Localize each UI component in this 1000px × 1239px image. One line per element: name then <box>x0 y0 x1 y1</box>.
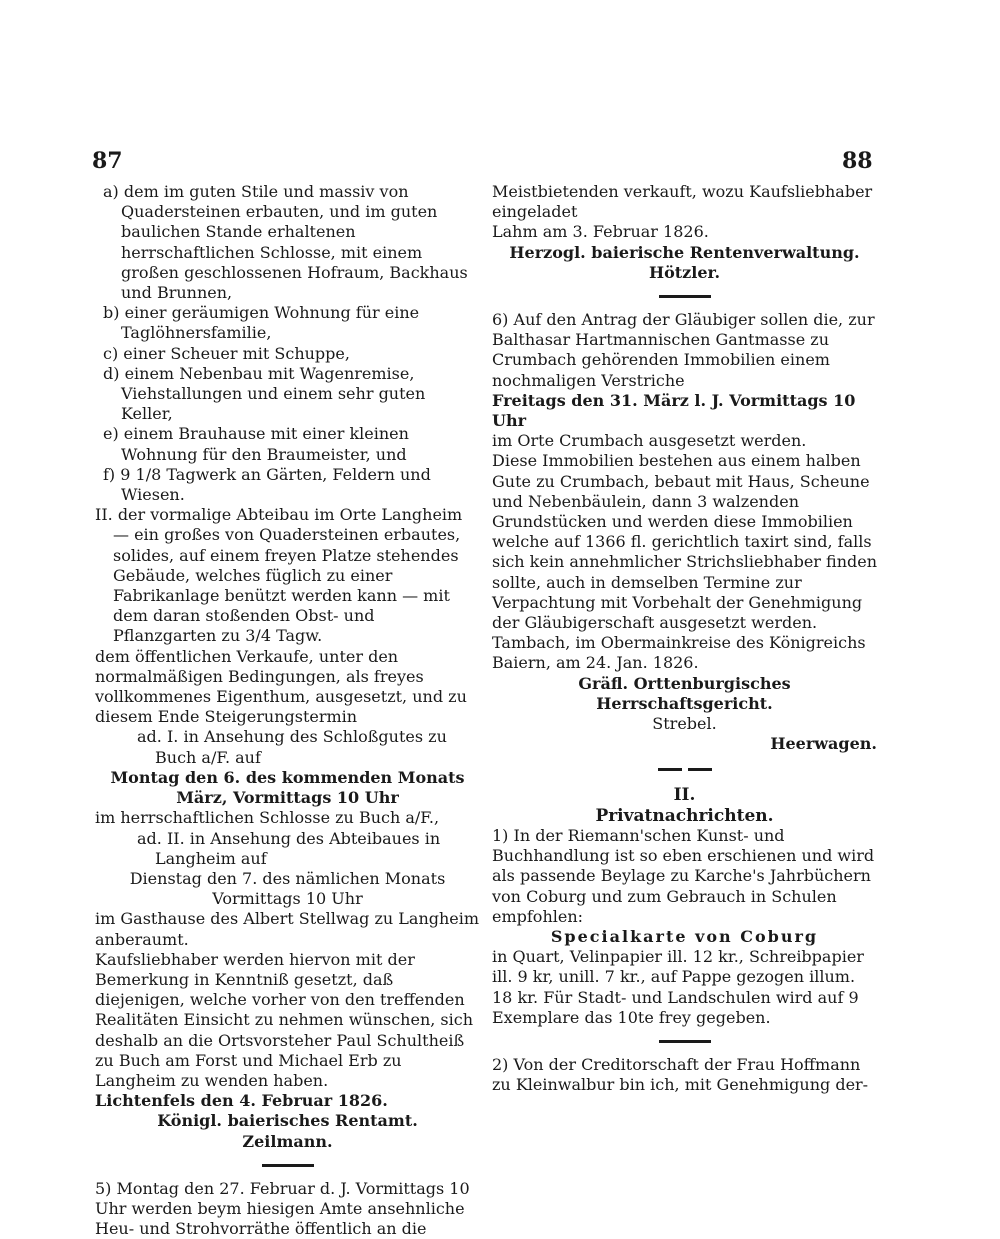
left-paragraph: Montag den 6. des kommenden Monats März, Vormittags 10 Uhr <box>110 767 465 808</box>
left-paragraph: Kaufsliebhaber werden hiervon mit der Bemerkung in Kenntniß gesetzt, daß diejenigen, welche vorher von den treffenden Realitäten Einsicht zu nehmen wünschen, sich deshalb an die Ortsvorsteher Paul Schultheiß zu Buch am Forst und Michael Erb zu Langheim zu wenden haben. <box>95 949 474 1090</box>
right-paragraph: Specialkarte von Coburg <box>550 926 819 946</box>
page-number-right: 88 <box>842 148 873 174</box>
left-paragraph: d) einem Nebenbau mit Wagenremise, Viehstallungen und einem sehr guten Keller, <box>103 363 426 424</box>
right-paragraph: Lahm am 3. Februar 1826. <box>492 222 709 242</box>
left-paragraph: Zeilmann. <box>242 1131 333 1151</box>
right-paragraph: im Orte Crumbach ausgesetzt werden. <box>492 431 807 451</box>
left-paragraph: 5) Montag den 27. Februar d. J. Vormittags 10 Uhr werden beym hiesigen Amte ansehnliche Heu- und Strohvorräthe öffentlich an die <box>95 1178 470 1239</box>
right-separator-rule <box>659 295 711 298</box>
right-paragraph: Tambach, im Obermainkreise des Königreichs Baiern, am 24. Jan. 1826. <box>492 633 866 673</box>
right-paragraph: Strebel. <box>652 714 717 734</box>
right-paragraph: 1) In der Riemann'schen Kunst- und Buchhandlung ist so eben erschienen und wird als passende Beylage zu Karche's Jahrbüchern von Coburg und zum Gebrauch in Schulen empfohlen: <box>492 825 875 926</box>
left-paragraph: b) einer geräumigen Wohnung für eine Taglöhnersfamilie, <box>103 303 420 343</box>
left-separator-rule <box>262 1164 314 1167</box>
right-paragraph: Diese Immobilien bestehen aus einem halben Gute zu Crumbach, bebaut mit Haus, Scheune und Nebenbäulein, dann 3 walzenden Grundstücken und werden diese Immobilien welche auf 1366 fl. gerichtlich taxirt sind, falls sich kein annehmlicher Strichsliebhaber finden sollte, auch in demselben Termine zur Verpachtung mit Vorbehalt der Genehmigung der Gläubigerschaft ausgesetzt werden. <box>492 451 878 633</box>
page-number-left: 87 <box>92 148 123 174</box>
left-column <box>95 182 480 1239</box>
right-paragraph: Heerwagen. <box>770 734 877 754</box>
right-paragraph: 2) Von der Creditorschaft der Frau Hoffmann zu Kleinwalbur bin ich, mit Genehmigung der- <box>492 1054 869 1095</box>
left-paragraph: a) dem im guten Stile und massiv von Quadersteinen erbauten, und im guten baulichen Stande erhaltenen herrschaftlichen Schlosse, mit einem großen geschlossenen Hofraum, Backhaus und Brunnen, <box>103 182 468 303</box>
right-paragraph: Privatnachrichten. <box>595 805 774 826</box>
right-column <box>492 182 877 1095</box>
left-paragraph: im herrschaftlichen Schlosse zu Buch a/F., <box>95 808 440 828</box>
left-paragraph: e) einem Brauhause mit einer kleinen Wohnung für den Braumeister, und <box>103 424 409 464</box>
left-paragraph: c) einer Scheuer mit Schuppe, <box>103 343 350 363</box>
left-paragraph: dem öffentlichen Verkaufe, unter den normalmäßigen Bedingungen, als freyes vollkommenes Eigenthum, ausgesetzt, und zu diesem Ende Steigerungstermin <box>95 646 467 727</box>
right-paragraph: Gräfl. Orttenburgisches Herrschaftsgericht. <box>578 673 791 713</box>
right-paragraph: in Quart, Velinpapier ill. 12 kr., Schreibpapier ill. 9 kr, unill. 7 kr., auf Pappe gezogen illum. 18 kr. Für Stadt- und Landschulen wird auf 9 Exemplare das 10te frey gegeben. <box>492 947 864 1027</box>
right-paragraph: Freitags den 31. März l. J. Vormittags 10 Uhr <box>492 390 856 431</box>
left-paragraph: Königl. baierisches Rentamt. <box>157 1111 418 1131</box>
left-paragraph: II. der vormalige Abteibau im Orte Langheim — ein großes von Quadersteinen erbautes, solides, auf einem freyen Platze stehendes Gebäude, welches füglich zu einer Fabrikanlage benützt werden kann — mit dem daran stoßenden Obst- und Pflanzgarten zu 3/4 Tagw. <box>95 505 463 646</box>
left-paragraph: ad. II. in Ansehung des Abteibaues in Langheim auf <box>137 828 441 868</box>
right-paragraph: Hötzler. <box>648 262 721 282</box>
right-paragraph: Meistbietenden verkauft, wozu Kaufsliebhaber eingeladet <box>492 182 873 222</box>
right-paragraph: Herzogl. baierische Rentenverwaltung. <box>509 242 860 262</box>
left-paragraph: Dienstag den 7. des nämlichen Monats Vormittags 10 Uhr <box>129 868 446 909</box>
left-paragraph: Lichtenfels den 4. Februar 1826. <box>95 1091 388 1111</box>
right-separator-rule <box>659 1040 711 1043</box>
left-paragraph: im Gasthause des Albert Stellwag zu Langheim anberaumt. <box>95 909 480 949</box>
right-double-separator <box>645 768 725 771</box>
right-paragraph: 6) Auf den Antrag der Gläubiger sollen die, zur Balthasar Hartmannischen Gantmasse zu Crumbach gehörenden Immobilien einem nochmaligen Verstriche <box>492 310 875 390</box>
left-paragraph: ad. I. in Ansehung des Schloßgutes zu Buch a/F. auf <box>137 727 447 767</box>
left-paragraph: f) 9 1/8 Tagwerk an Gärten, Feldern und Wiesen. <box>103 464 431 505</box>
right-paragraph: II. <box>673 785 696 806</box>
